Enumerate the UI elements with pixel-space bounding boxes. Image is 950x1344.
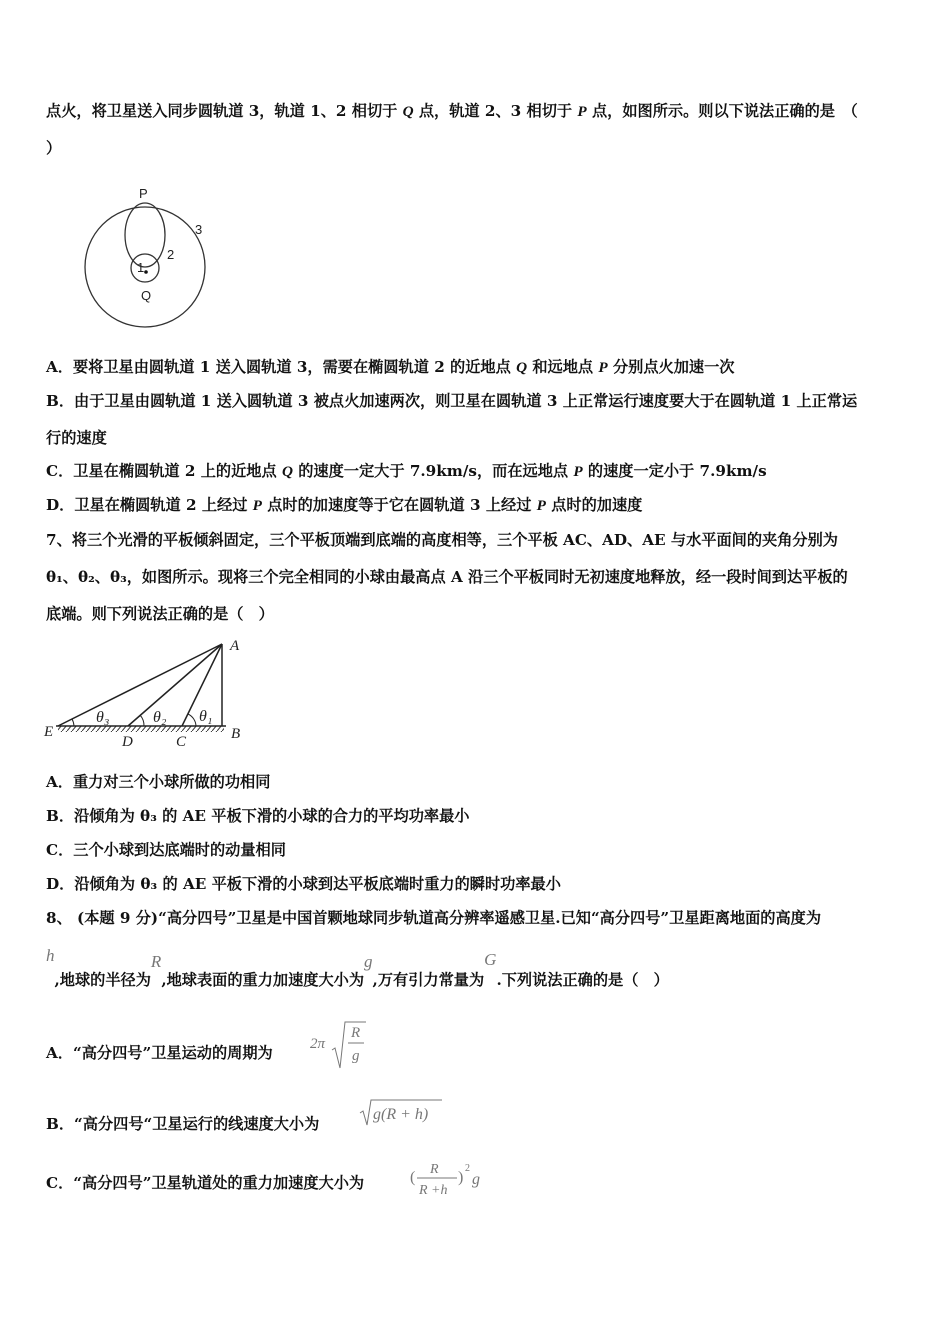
q8-option-b: B．“高分四号“卫星运行的线速度大小为	[46, 1115, 320, 1133]
q6-intro-line2	[46, 138, 61, 158]
q8-text: .下列说法正确的是（ ）	[496, 971, 669, 989]
angle-arc-theta2	[140, 715, 144, 726]
label-theta1: θ₁	[199, 708, 213, 725]
symbol-r: R	[150, 952, 162, 971]
label-orbit-2: 2	[167, 247, 175, 262]
point-p: P	[577, 103, 587, 120]
option-text: 点时的加速度	[545, 496, 643, 514]
point-p: P	[573, 463, 583, 480]
label-orbit-1: 1	[137, 260, 145, 275]
point-q: Q	[402, 103, 414, 120]
option-text: 的速度一定小于 7.9km/s	[582, 462, 767, 480]
formula-gravity	[410, 1156, 490, 1204]
q6-option-b-line1: B．由于卫星由圆轨道 1 送入圆轨道 3 被点火加速两次，则卫星在圆轨道 3 上正常运行速度要大于在圆轨道 1 上正常运	[46, 392, 858, 410]
label-orbit-3: 3	[195, 222, 203, 237]
option-text: A．要将卫星由圆轨道 1 送入圆轨道 3，需要在椭圆轨道 2 的近地点	[46, 358, 517, 376]
option-text: 和远地点	[527, 358, 599, 376]
label-c: C	[176, 734, 187, 750]
q7-option-a: A．重力对三个小球所做的功相同	[46, 773, 271, 791]
orbit-figure	[80, 182, 210, 332]
q7-option-b: B．沿倾角为 θ₃ 的 AE 平板下滑的小球的合力的平均功率最小	[46, 807, 470, 825]
orbit-2-ellipse	[125, 203, 165, 267]
q7-option-c: C．三个小球到达底端时的动量相同	[46, 841, 286, 859]
point-p: P	[536, 497, 546, 514]
label-d: D	[122, 734, 133, 750]
formula-num: R	[351, 1025, 361, 1041]
inclined-planes-figure	[42, 635, 252, 750]
paren-right: )	[458, 1169, 464, 1186]
symbol-g: g	[364, 952, 373, 971]
q6-intro-text: 点，轨道 2、3 相切于	[413, 102, 578, 120]
label-theta2: θ₂	[153, 709, 167, 726]
q6-intro-text: 点火，将卫星送入同步圆轨道 3，轨道 1、2 相切于	[46, 102, 403, 120]
formula-period	[310, 1018, 370, 1074]
option-text: 分别点火加速一次	[607, 358, 735, 376]
q8-option-a: A．“高分四号”卫星运动的周期为	[46, 1044, 273, 1062]
label-p: P	[139, 186, 148, 201]
point-q: Q	[281, 463, 293, 480]
q7-stem-line2: θ₁、θ₂、θ₃，如图所示。现将三个完全相同的小球由最高点 A 沿三个平板同时无初速度地释放，经一段时间到达平板的	[46, 568, 848, 586]
q6-option-a	[46, 357, 734, 378]
point-p: P	[598, 359, 608, 376]
q6-intro-text: 点，如图所示。则以下说法正确的是 （	[586, 102, 858, 120]
label-e: E	[44, 724, 54, 740]
q8-text: ,地球表面的重力加速度大小为	[161, 971, 365, 989]
label-b: B	[231, 726, 241, 742]
q8-text: ,地球的半径为	[54, 971, 151, 989]
option-text: 点时的加速度等于它在圆轨道 3 上经过	[261, 496, 537, 514]
q6-intro-close: ）	[46, 139, 62, 157]
option-text: C．卫星在椭圆轨道 2 上的近地点	[46, 462, 282, 480]
q8-stem-line2	[46, 946, 669, 998]
q8-stem-line1: 8、 (本题 9 分)“高分四号”卫星是中国首颗地球同步轨道高分辨率遥感卫星.已知“高分四号”卫星距离地面的高度为	[46, 909, 822, 927]
point-p: P	[252, 497, 262, 514]
label-a: A	[230, 638, 240, 654]
formula-expr: g(R + h)	[373, 1106, 429, 1123]
plane-ae	[58, 644, 222, 726]
formula-den: g	[352, 1048, 360, 1064]
angle-arc-theta3	[72, 719, 74, 726]
orbit-1-circle	[131, 254, 159, 282]
symbol-big-g: G	[484, 950, 497, 969]
q6-intro-line1	[46, 101, 858, 122]
q8-option-c: C．“高分四号”卫星轨道处的重力加速度大小为	[46, 1174, 365, 1192]
formula-velocity	[360, 1097, 450, 1131]
formula-den: R +h	[419, 1183, 448, 1198]
q7-option-d: D．沿倾角为 θ₃ 的 AE 平板下滑的小球到达平板底端时重力的瞬时功率最小	[46, 875, 561, 893]
formula-exponent: 2	[465, 1163, 470, 1174]
q6-option-d	[46, 495, 642, 516]
q8-text: ,万有引力常量为	[372, 971, 485, 989]
angle-arc-theta1	[188, 714, 196, 726]
q6-option-c	[46, 461, 767, 482]
ground-hatch	[58, 726, 224, 732]
q6-option-b-line2: 行的速度	[46, 429, 107, 447]
earth-dot	[144, 270, 148, 274]
formula-g: g	[472, 1171, 480, 1188]
paren-left: (	[410, 1169, 416, 1186]
formula-num: R	[430, 1162, 439, 1177]
q7-stem-line1: 7、将三个光滑的平板倾斜固定，三个平板顶端到底端的高度相等，三个平板 AC、AD、AE 与水平面间的夹角分别为	[46, 531, 838, 549]
symbol-h: h	[46, 946, 55, 965]
label-theta3: θ₃	[96, 709, 110, 726]
formula-coef: 2π	[310, 1036, 326, 1052]
sqrt-sign	[332, 1022, 366, 1068]
q7-stem-line3: 底端。则下列说法正确的是（ ）	[46, 605, 274, 623]
option-text: 的速度一定大于 7.9km/s，而在远地点	[292, 462, 574, 480]
option-text: D．卫星在椭圆轨道 2 上经过	[46, 496, 253, 514]
label-q: Q	[141, 288, 152, 303]
point-q: Q	[516, 359, 528, 376]
